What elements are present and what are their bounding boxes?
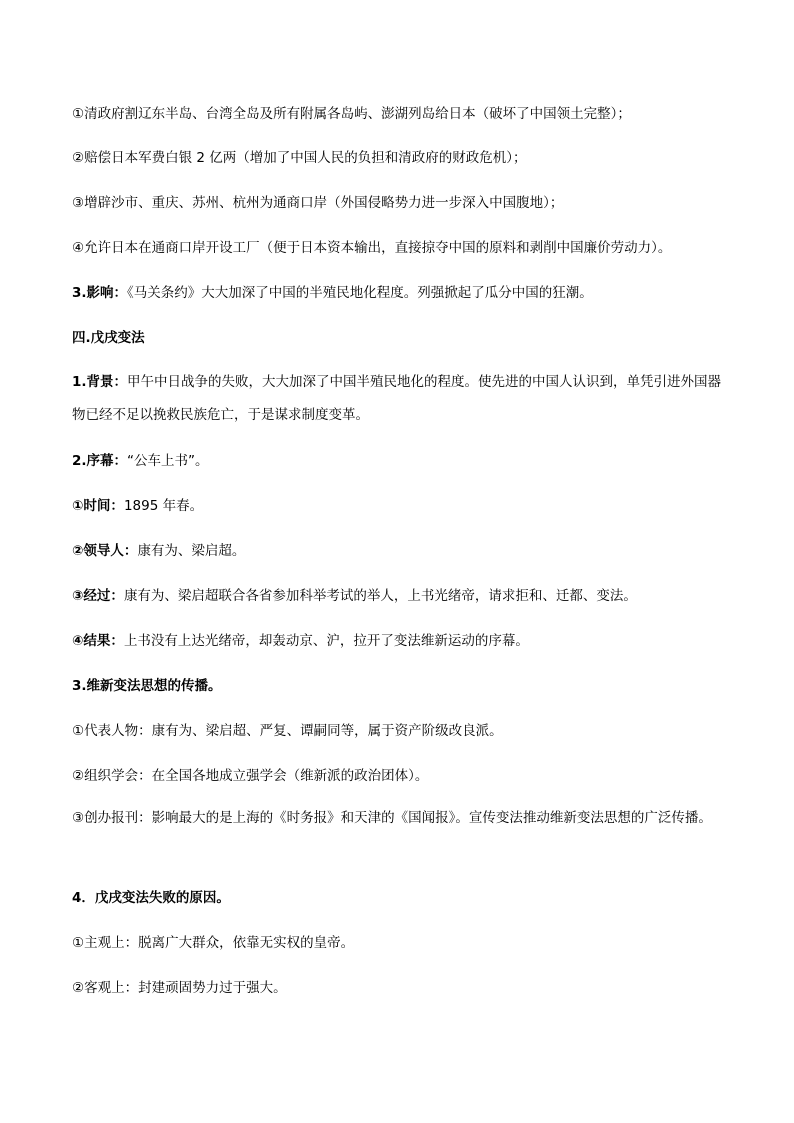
paragraph-label: ①时间： (72, 498, 124, 514)
paragraph-text: ①主观上：脱离广大群众，依靠无实权的皇帝。 (72, 935, 355, 951)
spread-item-1 (72, 719, 732, 743)
paragraph-text: ③增辟沙市、重庆、苏州、杭州为通商口岸（外国侵略势力进一步深入中国腹地）； (72, 195, 564, 211)
paragraph-text: ②赔偿日本军费白银 2 亿两（增加了中国人民的负担和清政府的财政危机）； (72, 150, 527, 166)
treaty-term-1 (72, 102, 732, 126)
treaty-term-3 (72, 191, 732, 215)
paragraph-label: 3.影响： (72, 285, 128, 301)
heading-text: 4．戊戌变法失败的原因。 (72, 890, 230, 906)
paragraph-label: ④结果： (72, 633, 124, 649)
paragraph-label: 2.序幕： (72, 453, 128, 469)
section-heading (72, 326, 732, 350)
treaty-impact (72, 281, 732, 305)
prelude-process (72, 584, 732, 608)
paragraph-label: 1.背景： (72, 374, 128, 390)
paragraph-text: 《马关条约》大大加深了中国的半殖民地化程度。列强掀起了瓜分中国的狂潮。 (127, 285, 593, 301)
paragraph-label: ③经过： (72, 588, 124, 604)
heading-text: 四.戊戌变法 (72, 330, 145, 346)
paragraph-text: ②客观上：封建顽固势力过于强大。 (72, 980, 287, 996)
paragraph-text: 上书没有上达光绪帝，却轰动京、沪，拉开了变法维新运动的序幕。 (123, 633, 529, 649)
paragraph-text: ②组织学会：在全国各地成立强学会（维新派的政治团体）。 (72, 768, 429, 784)
subsection-heading (72, 674, 732, 698)
paragraph-text: ①代表人物：康有为、梁启超、严复、谭嗣同等，属于资产阶级改良派。 (72, 723, 503, 739)
paragraph-text: 甲午中日战争的失败，大大加深了中国半殖民地化的程度。使先进的中国人认识到，单凭引进外国器物已经不足以挽救民族危亡，于是谋求制度变革。 (72, 374, 722, 423)
reform-background (72, 366, 732, 432)
paragraph-text: 1895 年春。 (123, 498, 204, 514)
paragraph-text: “公车上书”。 (127, 453, 209, 469)
paragraph-label: ②领导人： (72, 543, 138, 559)
paragraph-text: 康有为、梁启超联合各省参加科举考试的举人，上书光绪帝，请求拒和、迁都、变法。 (123, 588, 637, 604)
heading-text: 3.维新变法思想的传播。 (72, 678, 222, 694)
paragraph-text: ④允许日本在通商口岸开设工厂（便于日本资本输出，直接掠夺中国的原料和剥削中国廉价劳动力）。 (72, 240, 672, 256)
treaty-term-4 (72, 236, 732, 260)
paragraph-text: ③创办报刊：影响最大的是上海的《时务报》和天津的《国闻报》。宣传变法推动维新变法思想的广泛传播。 (72, 810, 712, 826)
paragraph-text: ①清政府割辽东半岛、台湾全岛及所有附属各岛屿、澎湖列岛给日本（破坏了中国领土完整）； (72, 106, 631, 122)
paragraph-text: 康有为、梁启超。 (137, 543, 246, 559)
prelude-leaders (72, 539, 732, 563)
spread-item-3 (72, 802, 732, 835)
subsection-heading (72, 886, 732, 910)
failure-reason-2 (72, 976, 732, 1000)
prelude-time (72, 494, 732, 518)
failure-reason-1 (72, 931, 732, 955)
prelude-result (72, 629, 732, 653)
spread-item-2 (72, 764, 732, 788)
treaty-term-2 (72, 146, 732, 170)
reform-prelude (72, 449, 732, 473)
